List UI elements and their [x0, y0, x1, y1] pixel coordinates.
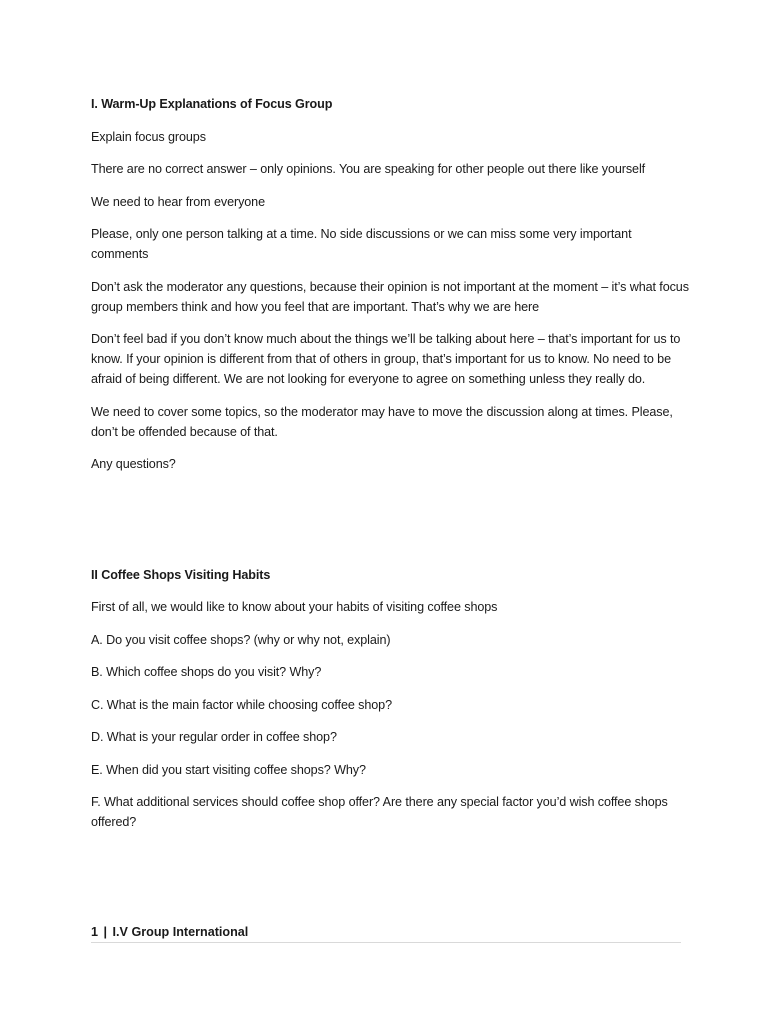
section1-paragraph: Explain focus groups — [91, 129, 206, 144]
page-number: 1 — [91, 925, 99, 939]
section1-paragraph: There are no correct answer – only opinions. You are speaking for other people out there like yourself — [91, 162, 646, 176]
question-item: C. What is the main factor while choosing coffee shop? — [91, 697, 392, 712]
question-item: B. Which coffee shops do you visit? Why? — [91, 665, 322, 679]
section-spacer — [91, 487, 691, 565]
section1-paragraph: Don’t ask the moderator any questions, because their opinion is not important at the moment – it’s what focus group members think and how you feel that are important. That’s why we are here — [91, 279, 689, 314]
section2-intro: First of all, we would like to know about your habits of visiting coffee shops — [91, 600, 498, 614]
document-body — [91, 94, 691, 845]
question-item: F. What additional services should coffee shop offer? Are there any special factor you’d wish coffee shops offered? — [91, 795, 668, 829]
footer-organization: I.V Group International — [112, 925, 249, 939]
section1-heading: I. Warm-Up Explanations of Focus Group — [91, 97, 333, 111]
footer-separator: | — [103, 925, 108, 939]
section1-paragraph: Any questions? — [91, 457, 176, 471]
section1-paragraph: Don’t feel bad if you don’t know much about the things we’ll be talking about here – that’s important for us to know. If your opinion is different from that of others in group, that’s important for us to know. No need to be afraid of being different. We are not looking for everyone to agree on something unless they really do. — [91, 332, 681, 386]
question-item: E. When did you start visiting coffee shops? Why? — [91, 762, 366, 777]
section2-heading: II Coffee Shops Visiting Habits — [91, 567, 271, 582]
section1-paragraph: We need to cover some topics, so the moderator may have to move the discussion along at times. Please, don’t be offended because of that. — [91, 404, 673, 439]
section1-paragraph: We need to hear from everyone — [91, 194, 265, 209]
page-footer — [91, 922, 681, 942]
footer-rule — [91, 942, 681, 943]
question-item: D. What is your regular order in coffee shop? — [91, 730, 337, 744]
question-item: A. Do you visit coffee shops? (why or why not, explain) — [91, 632, 391, 647]
section1-paragraph: Please, only one person talking at a time. No side discussions or we can miss some very important comments — [91, 227, 632, 261]
